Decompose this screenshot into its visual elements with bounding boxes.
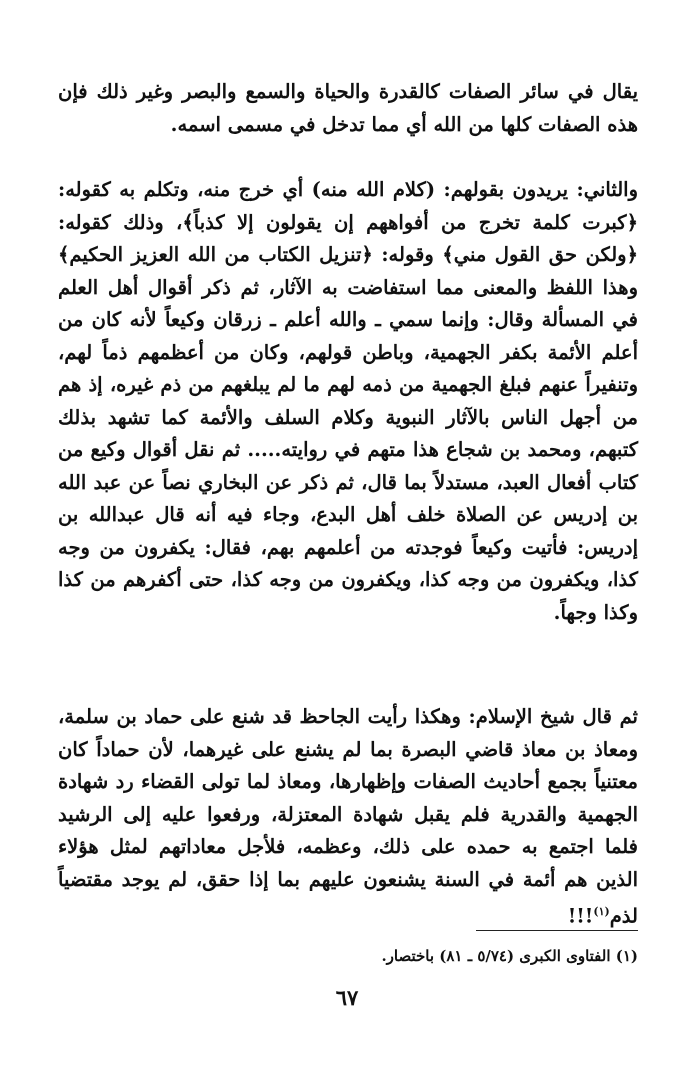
paragraph-3-text: ثم قال شيخ الإسلام: وهكذا رأيت الجاحظ قد شنع على حماد بن سلمة، ومعاذ بن معاذ قاضي البصرة بما لم يشنع على غيرهما، لأن حماداً كان معتنياً بجمع أحاديث الصفات وإظهارها، ومعاذ لما تولى القضاء رد شهادة الجهمية والقدرية فلم يقبل شهادة المعتزلة، ورفعوا عليه إلى الرشيد فلما اجتمع به حمده على ذلك، وعظمه، فلأجل معاداتهم لمثل هؤلاء الذين هم أئمة في السنة يشنعون عليهم بما إذا حقق، لم يوجد مقتضياً لذم	[58, 705, 638, 928]
page-number: ٦٧	[335, 985, 359, 1010]
footnote: (١) الفتاوى الكبرى (٥/٧٤ ـ ٨١) باختصار.	[381, 947, 638, 965]
footnote-divider	[476, 930, 638, 931]
footnote-reference: (١)	[593, 905, 610, 918]
paragraph-3-end: !!!	[567, 904, 594, 928]
paragraph-2: والثاني: يريدون بقولهم: (كلام الله منه) أي خرج منه، وتكلم به كقوله: ﴿كبرت كلمة تخرج من أفواههم إن يقولون إلا كذباً﴾، وذلك كقوله: ﴿ولكن حق القول مني﴾ وقوله: ﴿تنزيل الكتاب من الله العزيز الحكيم﴾ وهذا اللفظ والمعنى مما استفاضت به الآثار، ثم ذكر أقوال أهل العلم في المسألة وقال: وإنما سمي ـ والله أعلم ـ زرقان وكيعاً لأنه كان من أعلم الأئمة بكفر الجهمية، وباطن قولهم، وكان من أعظمهم ذماً لهم، وتنفيراً عنهم فبلغ الجهمية من ذمه لهم ما لم يبلغهم من ذم غيره، إذ هم من أجهل الناس بالآثار النبوية وكلام السلف والأئمة كما تشهد بذلك كتبهم، ومحمد بن شجاع هذا متهم في روايته..... ثم نقل أقوال وكيع من كتاب أفعال العبد، مستدلاً بما قال، ثم ذكر عن البخاري نصاً عن عبد الله بن إدريس عن الصلاة خلف أهل البدع، وجاء فيه أنه قال عبدالله بن إدريس: فأتيت وكيعاً فوجدته من أعلمهم بهم، فقال: يكفرون من وجه كذا، ويكفرون من وجه كذا، ويكفرون من وجه كذا، حتى أكفرهم من كذا وكذا وجهاً.	[58, 178, 638, 624]
paragraph-1: يقال في سائر الصفات كالقدرة والحياة والسمع والبصر وغير ذلك فإن هذه الصفات كلها من الله أي مما تدخل في مسمى اسمه.	[58, 80, 638, 136]
paragraph-3	[58, 701, 638, 933]
